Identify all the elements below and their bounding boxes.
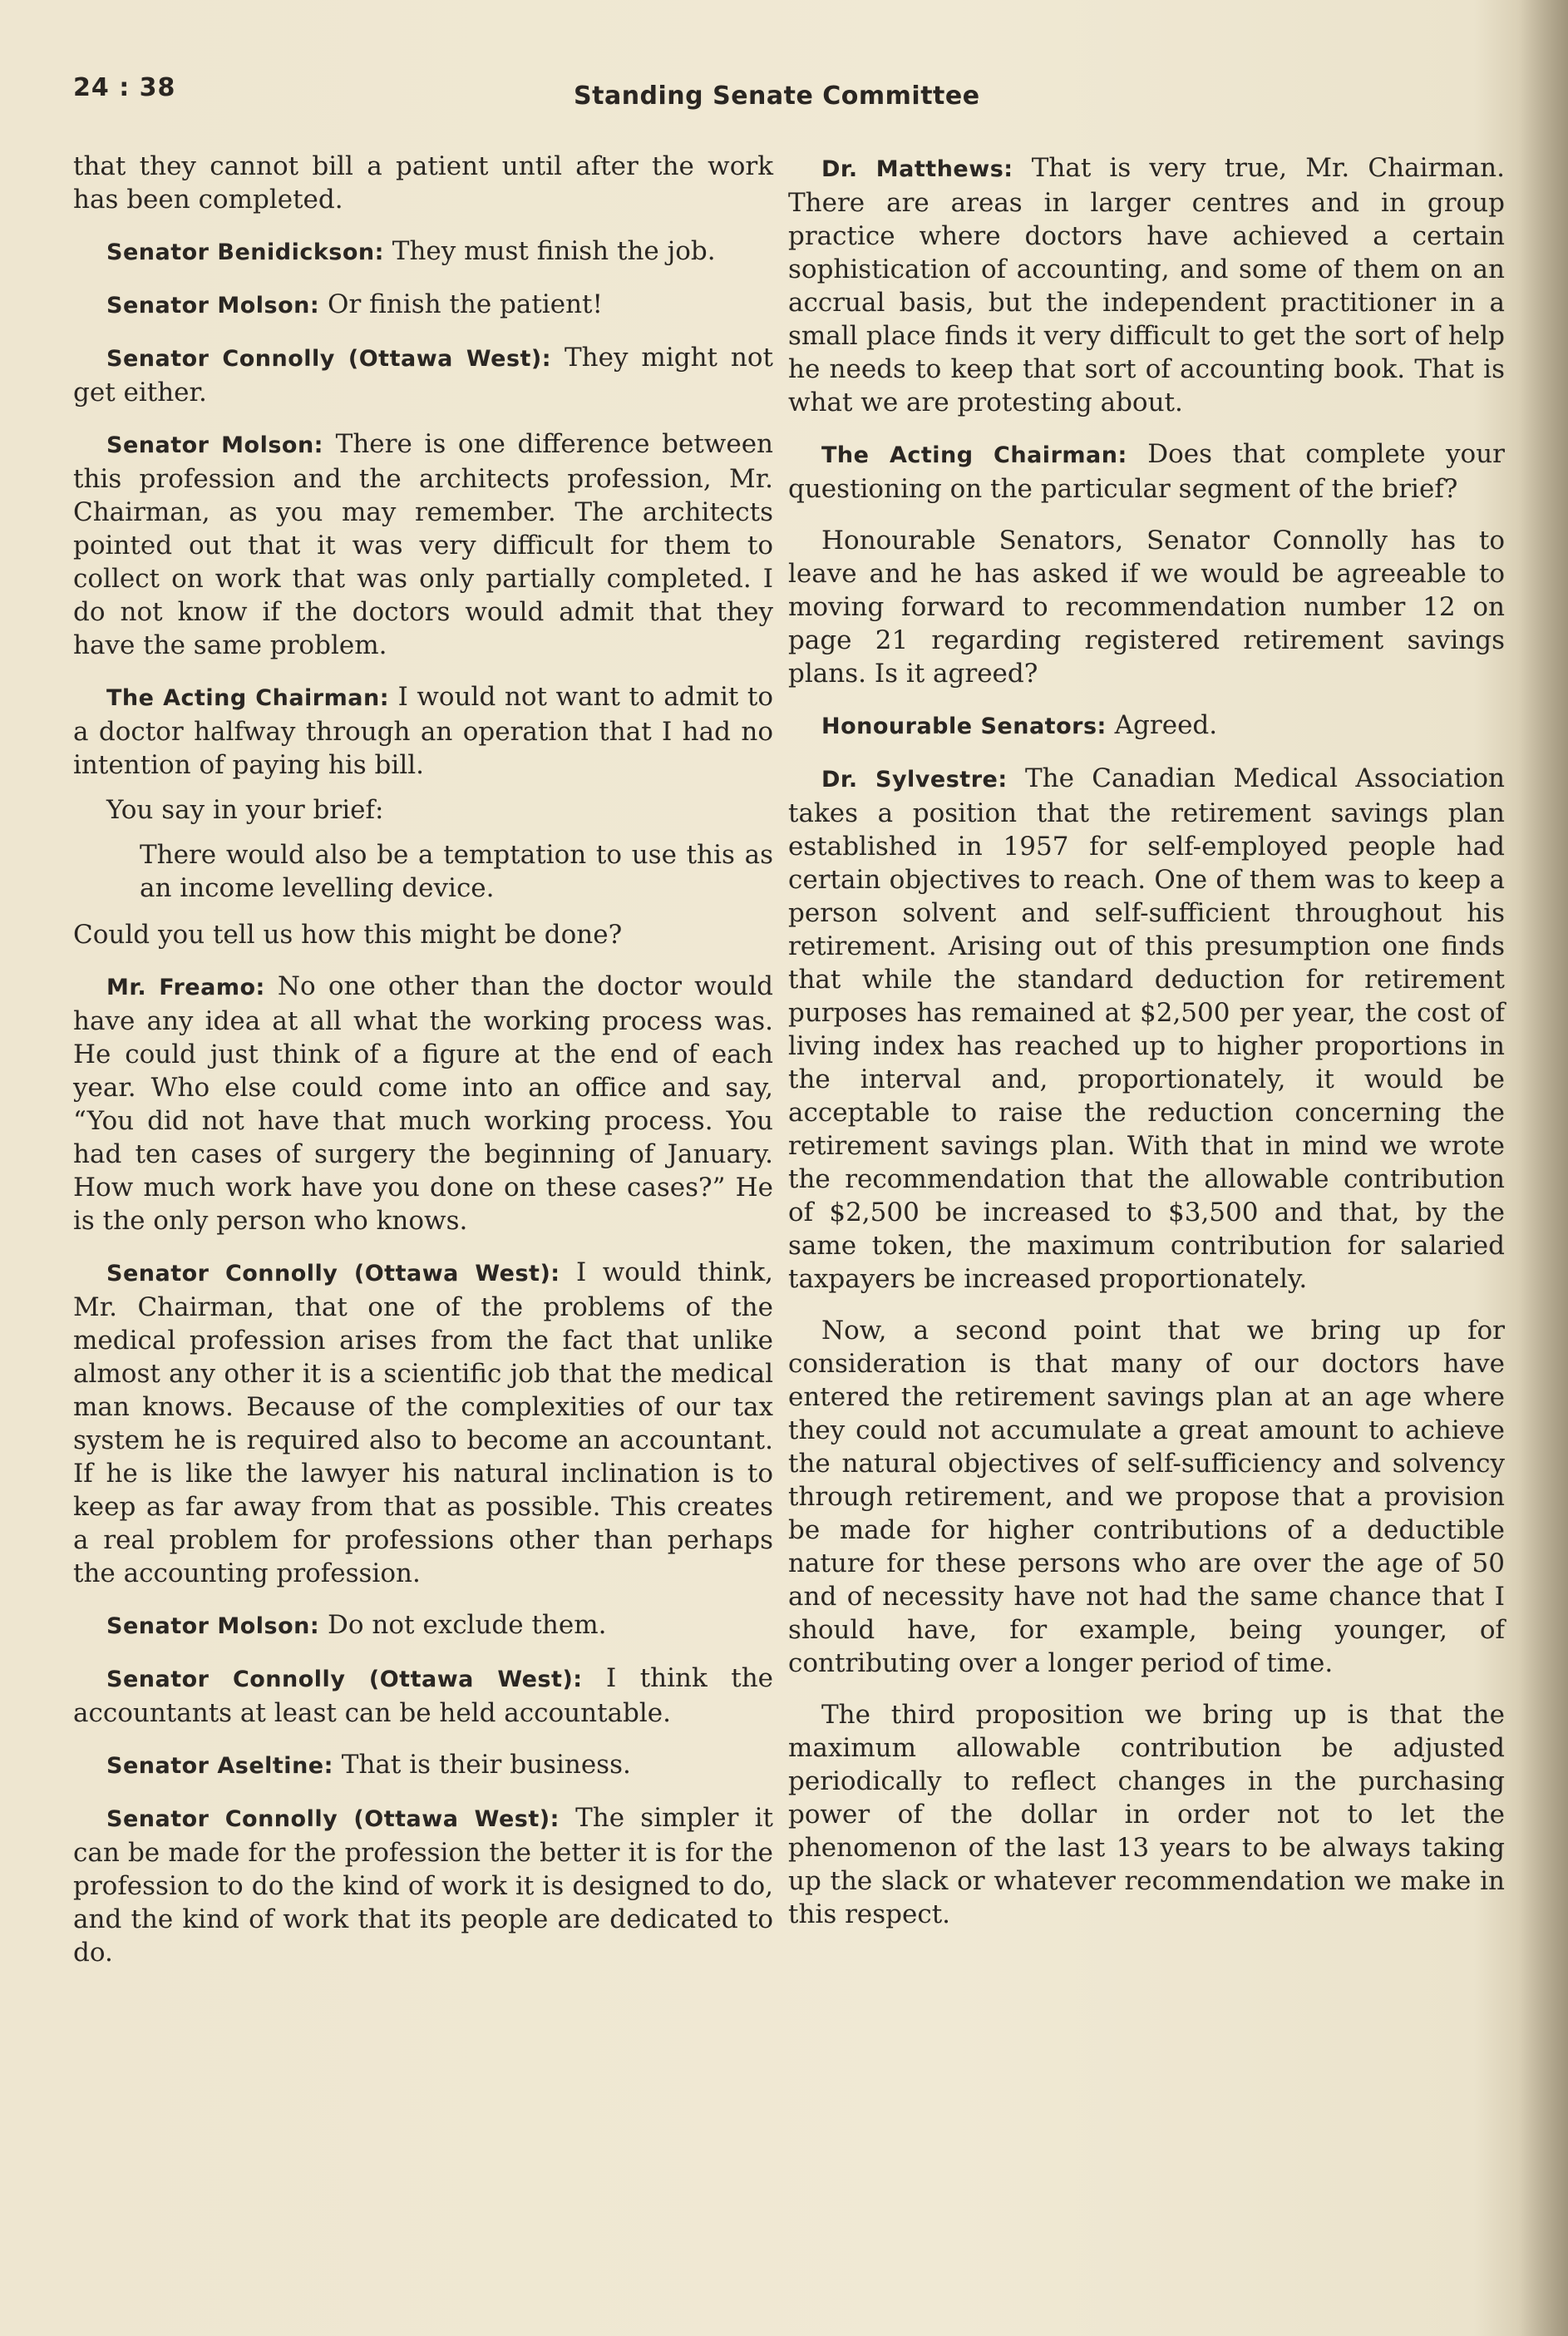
paragraph (73, 793, 773, 827)
paragraph-text: Honourable Senators, Senator Connolly has to leave and he has asked if we would be agreeable to moving forward to recommendation number 12 on page 21 regarding registered retirement savings plans. Is it agreed? (788, 526, 1505, 689)
speaker-name: Senator Connolly (Ottawa West): (106, 1806, 560, 1832)
speaker-name: Senator Molson: (106, 293, 320, 319)
paragraph (73, 1748, 773, 1783)
speaker-name: Senator Molson: (106, 432, 323, 458)
paragraph-text: I would not want to admit to a doctor halfway through an operation that I had no intention of paying his bill. (73, 682, 774, 780)
speaker-name: Senator Connolly (Ottawa West): (106, 1667, 583, 1692)
paragraph-text: They might not get either. (73, 343, 774, 407)
paragraph (788, 437, 1505, 506)
quote-text: There would also be a temptation to use this as an income levelling device. (140, 840, 773, 903)
paragraph (788, 709, 1505, 743)
page-edge-shadow (1518, 0, 1568, 2336)
paragraph-text: I think the accountants at least can be held accountable. (73, 1663, 774, 1728)
paragraph-text: You say in your brief: (106, 795, 384, 825)
speaker-name: The Acting Chairman: (821, 442, 1127, 468)
paragraph-text: The Canadian Medical Association takes a position that the retirement savings plan established in 1957 for self-employed people had certain objectives to reach. One of them was to keep a person solvent and self-sufficient throughout his retirement. Arising out of this presumption one finds that while the standard deduction for retirement purposes has remained at $2,500 per year, the cost of living index has reached up to higher proportions in the interval and, proportionately, it would be acceptable to raise the reduction concerning the retirement savings plan. With that in mind we wrote the recommendation that the allowable contribution of $2,500 be increased to $3,500 and that, by the same token, the maximum contribution for salaried taxpayers be increased proportionately. (788, 763, 1505, 1294)
paragraph-text: That is their business. (341, 1750, 631, 1780)
running-title: Standing Senate Committee (574, 81, 980, 111)
paragraph-text: The simpler it can be made for the profession the better it is for the profession to do the kind of work it is designed to do, and the kind of work that its people are dedicated to do. (73, 1803, 774, 1968)
paragraph-text: Now, a second point that we bring up for consideration is that many of our doctors have entered the retirement savings plan at an age where they could not accumulate a great amount to achieve the natural objectives of self-sufficiency and solvency through retirement, and we propose that a provision be made for higher contributions of a deductible nature for these persons who are over the age of 50 and of necessity have not had the same chance that I should have, for example, being younger, of contributing over a longer period of time. (788, 1316, 1505, 1678)
speaker-name: Senator Aseltine: (106, 1753, 333, 1779)
paragraph (73, 288, 773, 323)
paragraph (73, 1608, 773, 1643)
speaker-name: Dr. Matthews: (821, 156, 1013, 182)
paragraph-text: Could you tell us how this might be done? (73, 920, 623, 950)
paragraph (73, 1801, 773, 1969)
paragraph-text: that they cannot bill a patient until after the work has been completed. (73, 151, 773, 215)
paragraph (73, 918, 773, 951)
left-column (73, 150, 773, 1988)
paragraph-text: I would think, Mr. Chairman, that one of the problems of the medical profession arises from the fact that unlike almost any other it is a scientific job that the medical man knows. Because of the complexities of our tax system he is required also to become an accountant. If he is like the lawyer his natural inclination is to keep as far away from that as possible. This creates a real problem for professions other than perhaps the accounting profession. (73, 1257, 773, 1588)
paragraph (73, 150, 773, 216)
speaker-name: Senator Benidickson: (106, 240, 384, 265)
paragraph-text: There is one difference between this profession and the architects profession, Mr. Chairman, as you may remember. The architects pointed out that it was very difficult for them to collect on work that was only partially completed. I do not know if the doctors would admit that they have the same problem. (73, 429, 773, 660)
paragraph-text: No one other than the doctor would have any idea at all what the working process was. He could just think of a figure at the end of each year. Who else could come into an office and say, “You did not have that much working process. You had ten cases of surgery the beginning of January. How much work have you done on these cases?” He is the only person who knows. (73, 971, 773, 1236)
paragraph (73, 341, 773, 409)
paragraph (788, 1314, 1505, 1680)
page-number: 24 : 38 (73, 73, 176, 102)
paragraph (73, 680, 773, 782)
paragraph (73, 1662, 773, 1730)
paragraph-text: The third proposition we bring up is that the maximum allowable contribution be adjusted periodically to reflect changes in the purchasing power of the dollar in order not to let the phenomenon of the last 13 years to be always taking up the slack or whatever recommendation we make in this respect. (788, 1700, 1505, 1929)
paragraph-text: Or finish the patient! (328, 289, 603, 319)
speaker-name: Senator Connolly (Ottawa West): (106, 346, 552, 372)
block-quote (140, 838, 773, 905)
paragraph-text: Do not exclude them. (328, 1610, 607, 1640)
speaker-name: Senator Molson: (106, 1613, 320, 1639)
paragraph-text: Does that complete your questioning on the particular segment of the brief? (788, 439, 1505, 504)
paragraph-text: Agreed. (1114, 710, 1218, 740)
speaker-name: Dr. Sylvestre: (821, 767, 1008, 793)
paragraph (73, 235, 773, 269)
right-column (788, 151, 1505, 1949)
paragraph-text: They must finish the job. (392, 236, 716, 266)
paragraph (788, 151, 1505, 419)
paragraph (73, 1256, 773, 1590)
paragraph (788, 1698, 1505, 1931)
speaker-name: Mr. Freamo: (106, 975, 265, 1000)
speaker-name: Honourable Senators: (821, 714, 1107, 739)
paragraph (788, 762, 1505, 1296)
paragraph (73, 427, 773, 662)
paragraph (788, 524, 1505, 690)
speaker-name: The Acting Chairman: (106, 685, 389, 711)
speaker-name: Senator Connolly (Ottawa West): (106, 1261, 560, 1287)
paragraph-text: That is very true, Mr. Chairman. There are areas in larger centres and in group practice where doctors have achieved a certain sophistication of accounting, and some of them on an accrual basis, but the independent practitioner in a small place finds it very difficult to get the sort of help he needs to keep that sort of accounting book. That is what we are protesting about. (788, 153, 1505, 417)
paragraph (73, 970, 773, 1237)
